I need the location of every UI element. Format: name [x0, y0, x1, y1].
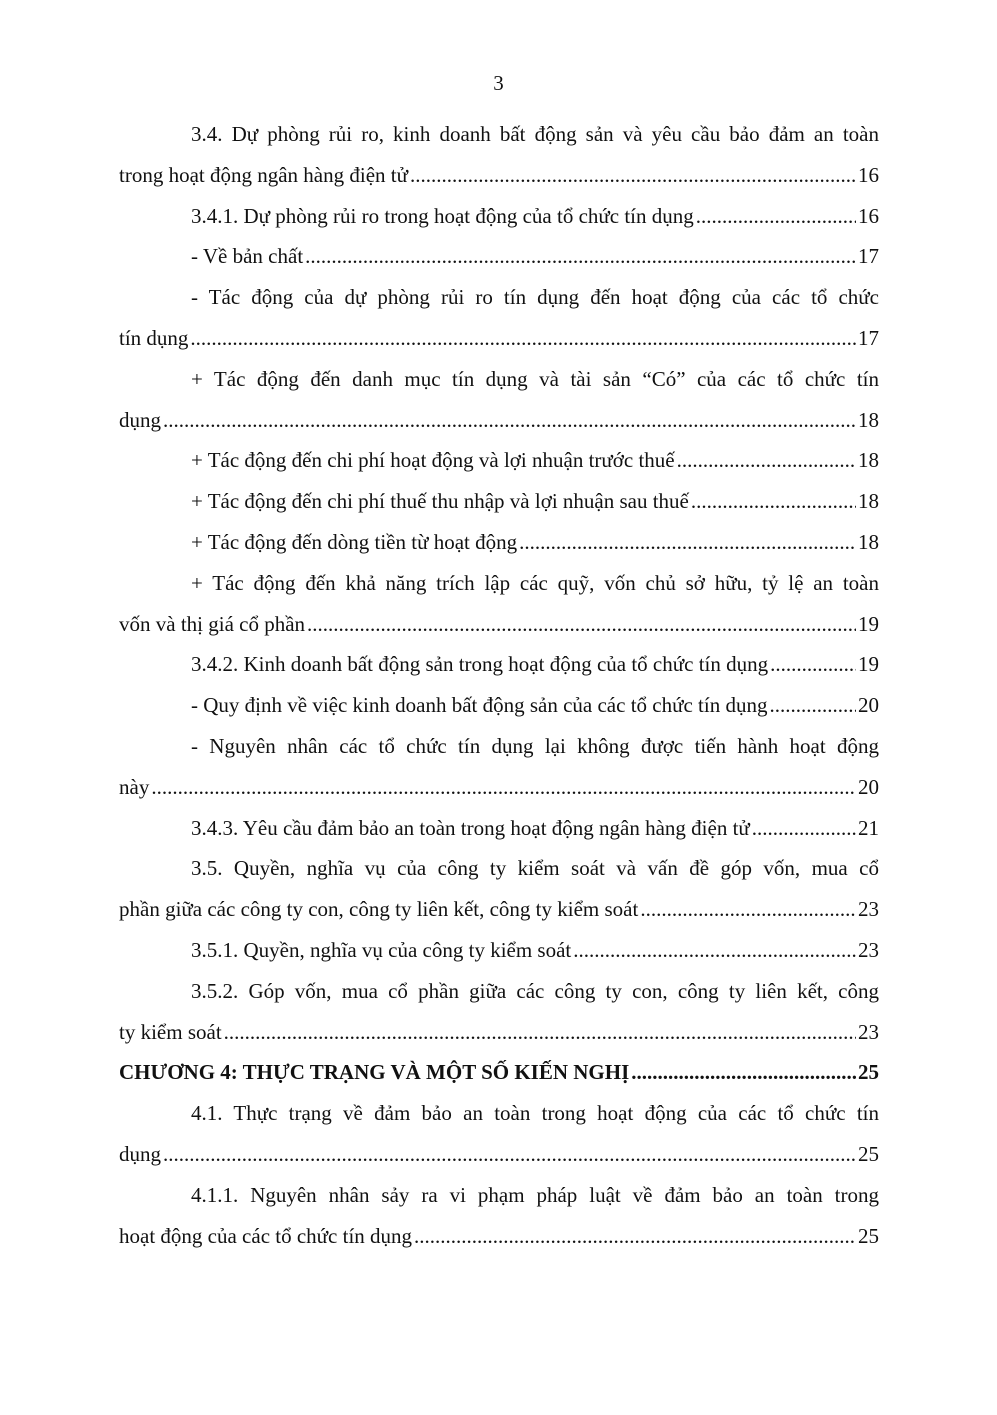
dot-leader — [519, 522, 856, 563]
toc-entry[interactable] — [119, 1093, 879, 1175]
toc-entry-title: 3.4.1. Dự phòng rủi ro trong hoạt động của tổ chức tín dụng — [191, 203, 694, 228]
dot-leader — [769, 685, 856, 726]
toc-entry-title: trong hoạt động ngân hàng điện tử — [119, 162, 408, 187]
toc-entry-page-number: 23 — [858, 1019, 879, 1044]
toc-entry-page-number: 18 — [858, 448, 879, 473]
toc-entry-page-number: 16 — [858, 162, 879, 187]
toc-entry-title-line: 3.5. Quyền, nghĩa vụ của công ty kiểm soát và vấn đề góp vốn, mua cổ — [191, 856, 879, 881]
toc-entry[interactable] — [119, 644, 879, 685]
toc-entry[interactable] — [119, 1175, 879, 1257]
toc-entry-title-line: + Tác động đến danh mục tín dụng và tài sản “Có” của các tổ chức tín — [191, 366, 879, 391]
toc-entry-leader-line — [119, 155, 879, 196]
dot-leader — [573, 930, 856, 971]
toc-entry[interactable] — [119, 971, 879, 1053]
toc-entry[interactable] — [119, 522, 879, 563]
toc-entry[interactable] — [119, 236, 879, 277]
toc-entry-page-number: 25 — [858, 1141, 879, 1166]
toc-entry-title: 3.4.2. Kinh doanh bất động sản trong hoạt động của tổ chức tín dụng — [191, 652, 769, 677]
dot-leader — [224, 1012, 856, 1053]
toc-entry-leader-line — [119, 196, 879, 237]
toc-entry[interactable] — [119, 726, 879, 808]
toc-entry-title: - Về bản chất — [191, 244, 304, 269]
toc-entry-page-number: 18 — [858, 489, 879, 514]
toc-entry-page-number: 19 — [858, 611, 879, 636]
dot-leader — [307, 604, 856, 645]
dot-leader — [640, 889, 856, 930]
toc-entry-leader-line — [119, 522, 879, 563]
toc-entry-title: - Quy định về việc kinh doanh bất động sản của các tổ chức tín dụng — [191, 693, 768, 718]
toc-entry-page-number: 18 — [858, 529, 879, 554]
toc-entry[interactable] — [119, 114, 879, 196]
dot-leader — [163, 400, 856, 441]
toc-entry-title: này — [119, 774, 150, 799]
dot-leader — [410, 155, 856, 196]
toc-entry-title-line: + Tác động đến khả năng trích lập các quỹ, vốn chủ sở hữu, tỷ lệ an toàn — [191, 570, 879, 595]
toc-entry[interactable] — [119, 481, 879, 522]
toc-entry-leader-line — [119, 481, 879, 522]
toc-entry-title: 3.5.1. Quyền, nghĩa vụ của công ty kiểm soát — [191, 937, 572, 962]
dot-leader — [691, 481, 856, 522]
toc-entry-title: + Tác động đến chi phí hoạt động và lợi nhuận trước thuế — [191, 448, 675, 473]
toc-entry-page-number: 20 — [858, 693, 879, 718]
toc-entry-leader-line — [119, 1134, 879, 1175]
toc-entry-title-line: 4.1.1. Nguyên nhân sảy ra vi phạm pháp luật về đảm bảo an toàn trong — [191, 1182, 879, 1207]
dot-leader — [770, 644, 856, 685]
toc-entry[interactable] — [119, 685, 879, 726]
toc-entry-title: + Tác động đến dòng tiền từ hoạt động — [191, 529, 518, 554]
toc-entry-leader-line — [119, 1216, 879, 1257]
toc-entry[interactable] — [119, 563, 879, 645]
dot-leader — [752, 808, 856, 849]
toc-entry-title: ty kiểm soát — [119, 1019, 222, 1044]
toc-entry-page-number: 16 — [858, 203, 879, 228]
toc-entry-leader-line — [119, 685, 879, 726]
toc-entry-title: hoạt động của các tổ chức tín dụng — [119, 1223, 413, 1248]
toc-entry[interactable] — [119, 277, 879, 359]
toc-entry-page-number: 25 — [858, 1060, 879, 1085]
toc-entry-page-number: 23 — [858, 897, 879, 922]
toc-entry[interactable] — [119, 808, 879, 849]
toc-entry-title-line: 3.4. Dự phòng rủi ro, kinh doanh bất động sản và yêu cầu bảo đảm an toàn — [191, 122, 879, 146]
dot-leader — [163, 1134, 856, 1175]
toc-entry[interactable] — [119, 440, 879, 481]
dot-leader — [696, 196, 856, 237]
toc-entry[interactable] — [119, 848, 879, 930]
dot-leader — [305, 236, 856, 277]
toc-entry-title-line: - Tác động của dự phòng rủi ro tín dụng đến hoạt động của các tổ chức — [191, 285, 879, 310]
toc-entry-title: + Tác động đến chi phí thuế thu nhập và lợi nhuận sau thuế — [191, 489, 689, 514]
toc-entry[interactable] — [119, 930, 879, 971]
toc-entry-leader-line — [119, 1052, 879, 1093]
page-number: 3 — [493, 71, 504, 95]
toc-entry-title: 3.4.3. Yêu cầu đảm bảo an toàn trong hoạt động ngân hàng điện tử — [191, 815, 750, 840]
toc-entry-page-number: 18 — [858, 407, 879, 432]
toc-entry-title: dụng — [119, 1141, 161, 1166]
toc-entry-title: phần giữa các công ty con, công ty liên kết, công ty kiểm soát — [119, 897, 639, 922]
toc-entry-page-number: 25 — [858, 1223, 879, 1248]
toc-entry-title: CHƯƠNG 4: THỰC TRẠNG VÀ MỘT SỐ KIẾN NGHỊ — [119, 1060, 630, 1085]
toc-entry-page-number: 21 — [858, 815, 879, 840]
toc-entry-leader-line — [119, 930, 879, 971]
toc-entry-leader-line — [119, 318, 879, 359]
toc-entry-leader-line — [119, 400, 879, 441]
toc-entry-page-number: 23 — [858, 937, 879, 962]
toc-entry-leader-line — [119, 1012, 879, 1053]
dot-leader — [190, 318, 856, 359]
dot-leader — [414, 1216, 856, 1257]
toc-entry-leader-line — [119, 808, 879, 849]
toc-entry-title: dụng — [119, 407, 161, 432]
toc-entry-title-line: 3.5.2. Góp vốn, mua cổ phần giữa các công ty con, công ty liên kết, công — [191, 978, 879, 1003]
dot-leader — [677, 440, 856, 481]
toc-entry-page-number: 19 — [858, 652, 879, 677]
toc-entry-leader-line — [119, 644, 879, 685]
toc-entry-page-number: 20 — [858, 774, 879, 799]
toc-entry-leader-line — [119, 440, 879, 481]
toc-entry-title-line: - Nguyên nhân các tổ chức tín dụng lại không được tiến hành hoạt động — [191, 733, 879, 758]
toc-entry-leader-line — [119, 889, 879, 930]
toc-entry-leader-line — [119, 236, 879, 277]
toc-entry[interactable] — [119, 359, 879, 441]
dot-leader — [151, 767, 856, 808]
toc-entry-page-number: 17 — [858, 325, 879, 350]
table-of-contents — [119, 114, 879, 1256]
toc-entry-title-line: 4.1. Thực trạng về đảm bảo an toàn trong hoạt động của các tổ chức tín — [191, 1101, 879, 1126]
toc-entry-title: vốn và thị giá cổ phần — [119, 611, 306, 636]
toc-entry[interactable] — [119, 196, 879, 237]
toc-entry-leader-line — [119, 767, 879, 808]
toc-entry[interactable] — [119, 1052, 879, 1093]
toc-entry-page-number: 17 — [858, 244, 879, 269]
toc-entry-title: tín dụng — [119, 325, 189, 350]
dot-leader — [631, 1052, 856, 1093]
toc-entry-leader-line — [119, 604, 879, 645]
